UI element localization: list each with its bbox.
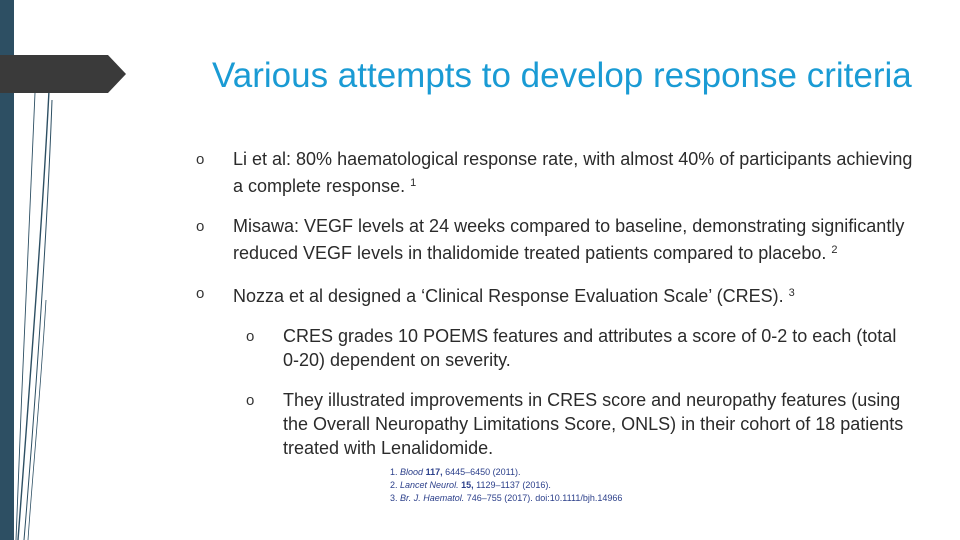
citation-ref: 2	[831, 244, 838, 256]
reference-line	[390, 479, 890, 492]
reference-journal: Lancet Neurol.	[400, 480, 459, 490]
reference-volume: 117,	[425, 467, 443, 477]
reference-details: 6445–6450 (2011).	[445, 467, 521, 477]
slide-title: Various attempts to develop response criteria	[212, 56, 912, 95]
bullet-marker: o	[196, 285, 205, 302]
reference-volume: 15,	[461, 480, 474, 490]
reference-number: 1.	[390, 467, 398, 477]
bullet-text: Misawa: VEGF levels at 24 weeks compared to baseline, demonstrating significantly reduced VEGF levels in thalidomide treated patients compared to placebo.	[233, 216, 905, 263]
sub-bullet-text: They illustrated improvements in CRES score and neuropathy features (using the Overall Neuropathy Limitations Score, ONLS) in their cohort of 18 patients treated with Lenalidomide.	[283, 390, 904, 458]
bullet-text: Li et al: 80% haematological response rate, with almost 40% of participants achieving a complete response.	[233, 149, 913, 196]
citation-ref: 3	[788, 287, 795, 299]
reference-details: 1129–1137 (2016).	[476, 480, 551, 490]
bullet-item	[196, 214, 916, 265]
sub-bullet-item	[246, 324, 916, 372]
sub-bullet-text: CRES grades 10 POEMS features and attributes a score of 0-2 to each (total 0-20) dependent on severity.	[283, 326, 897, 370]
bullet-text: Nozza et al designed a ‘Clinical Response Evaluation Scale’ (CRES).	[233, 286, 784, 306]
bullet-marker: o	[246, 392, 255, 409]
bullet-marker: o	[196, 218, 205, 235]
reference-number: 2.	[390, 480, 398, 490]
sub-bullet-item	[246, 388, 916, 460]
sub-bullet-list	[246, 324, 916, 460]
bullet-list	[196, 147, 916, 476]
reference-number: 3.	[390, 493, 398, 503]
bullet-item	[196, 281, 916, 460]
reference-line	[390, 466, 890, 479]
reference-details: 746–755 (2017). doi:10.1111/bjh.14966	[466, 493, 623, 503]
bullet-marker: o	[246, 328, 255, 345]
reference-line	[390, 492, 890, 505]
reference-journal: Blood	[400, 467, 424, 477]
bullet-item	[196, 147, 916, 198]
bullet-marker: o	[196, 151, 205, 168]
references	[390, 466, 890, 505]
title-tab-shape	[0, 55, 126, 93]
citation-ref: 1	[410, 177, 417, 189]
reference-journal: Br. J. Haematol.	[400, 493, 465, 503]
